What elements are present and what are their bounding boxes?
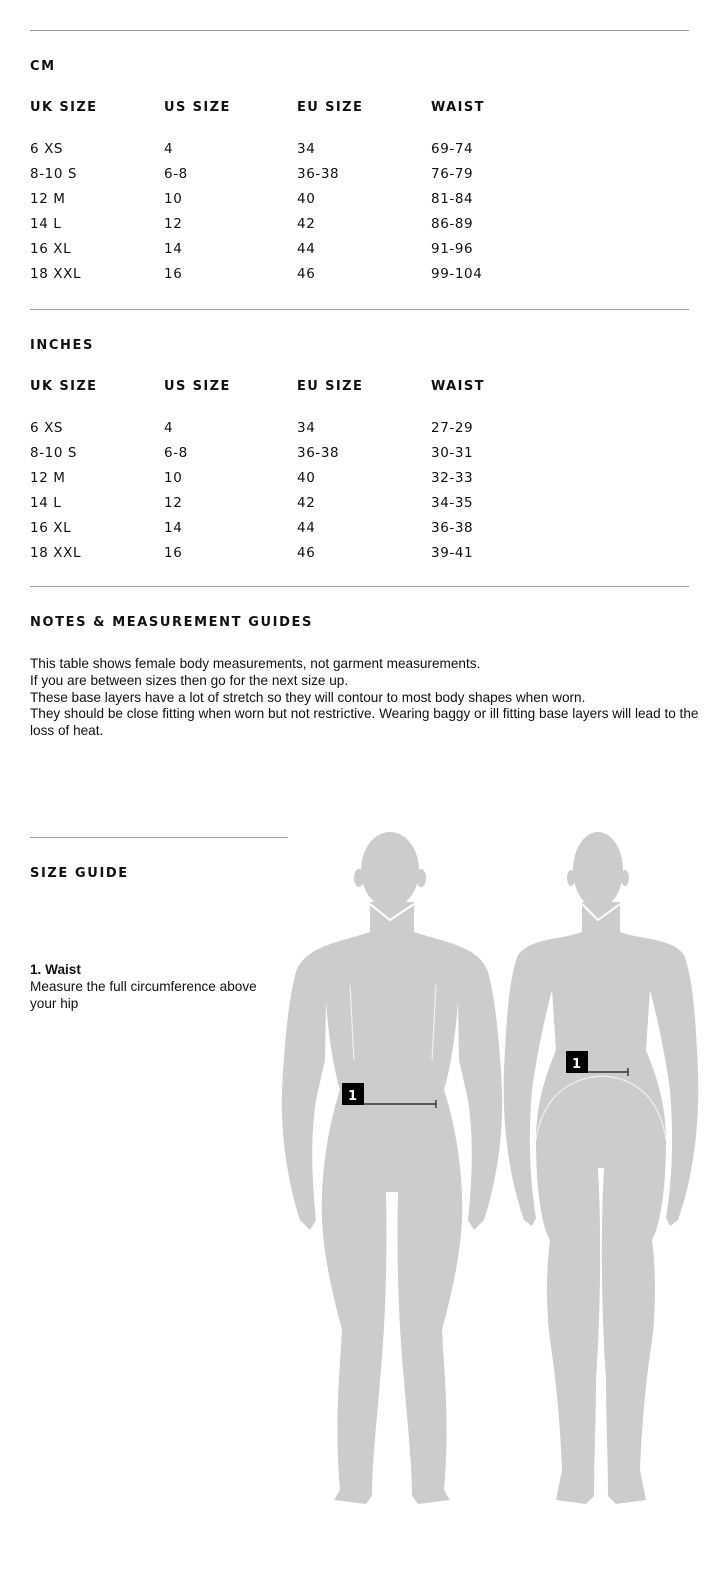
column-header-us-size: US SIZE xyxy=(164,379,231,394)
female-head xyxy=(573,832,623,908)
column-header-uk-size: UK SIZE xyxy=(30,379,98,394)
us-size-cell: 6-8 xyxy=(164,166,188,182)
column-header-us-size: US SIZE xyxy=(164,100,231,115)
column-header-waist: WAIST xyxy=(431,379,485,394)
eu-size-cell: 40 xyxy=(297,470,316,486)
table-row xyxy=(30,495,590,520)
divider-inches xyxy=(30,309,689,310)
divider-size-guide xyxy=(30,837,288,838)
uk-size-cell: 6 XS xyxy=(30,420,64,436)
waist-cell: 27-29 xyxy=(431,420,474,436)
waist-cell: 86-89 xyxy=(431,216,474,232)
female-figure xyxy=(504,832,699,1504)
table-row xyxy=(30,420,590,445)
column-header-eu-size: EU SIZE xyxy=(297,379,364,394)
us-size-cell: 4 xyxy=(164,141,174,157)
us-size-cell: 6-8 xyxy=(164,445,188,461)
size-guide-title: SIZE GUIDE xyxy=(30,866,129,881)
inches-section-title: INCHES xyxy=(30,338,94,353)
table-row xyxy=(30,520,590,545)
note-line: They should be close fitting when worn but not restrictive. Wearing baggy or ill fitting base layers will lead to the loss of heat. xyxy=(30,706,699,739)
uk-size-cell: 18 XXL xyxy=(30,545,82,561)
male-figure xyxy=(282,832,503,1504)
uk-size-cell: 18 XXL xyxy=(30,266,82,282)
inches-size-table xyxy=(30,379,590,570)
divider-notes xyxy=(30,586,689,587)
male-body xyxy=(282,902,503,1504)
notes-text xyxy=(30,656,700,740)
us-size-cell: 16 xyxy=(164,545,183,561)
table-row xyxy=(30,216,590,241)
eu-size-cell: 34 xyxy=(297,420,316,436)
uk-size-cell: 16 XL xyxy=(30,520,72,536)
waist-cell: 34-35 xyxy=(431,495,474,511)
cm-section-title: CM xyxy=(30,59,56,74)
uk-size-cell: 12 M xyxy=(30,470,66,486)
table-row xyxy=(30,166,590,191)
uk-size-cell: 8-10 S xyxy=(30,445,78,461)
eu-size-cell: 44 xyxy=(297,520,316,536)
waist-cell: 76-79 xyxy=(431,166,474,182)
eu-size-cell: 44 xyxy=(297,241,316,257)
us-size-cell: 4 xyxy=(164,420,174,436)
male-waist-badge-label: 1 xyxy=(348,1089,358,1104)
eu-size-cell: 36-38 xyxy=(297,166,340,182)
male-head xyxy=(361,832,419,908)
waist-cell: 81-84 xyxy=(431,191,474,207)
waist-guide-text: Measure the full circumference above your hip xyxy=(30,979,257,1011)
cm-size-table xyxy=(30,100,590,291)
table-row xyxy=(30,191,590,216)
column-header-eu-size: EU SIZE xyxy=(297,100,364,115)
table-row xyxy=(30,445,590,470)
divider-top xyxy=(30,30,689,31)
eu-size-cell: 42 xyxy=(297,495,316,511)
us-size-cell: 16 xyxy=(164,266,183,282)
waist-guide-title: 1. Waist xyxy=(30,962,81,977)
column-header-waist: WAIST xyxy=(431,100,485,115)
note-line: This table shows female body measurements, not garment measurements. xyxy=(30,656,481,671)
female-waist-badge-label: 1 xyxy=(572,1057,582,1072)
waist-cell: 69-74 xyxy=(431,141,474,157)
waist-cell: 99-104 xyxy=(431,266,483,282)
table-row xyxy=(30,141,590,166)
waist-cell: 36-38 xyxy=(431,520,474,536)
eu-size-cell: 46 xyxy=(297,266,316,282)
eu-size-cell: 36-38 xyxy=(297,445,340,461)
eu-size-cell: 42 xyxy=(297,216,316,232)
table-row xyxy=(30,545,590,570)
us-size-cell: 10 xyxy=(164,191,183,207)
note-line: If you are between sizes then go for the next size up. xyxy=(30,672,349,688)
notes-section-title: NOTES & MEASUREMENT GUIDES xyxy=(30,615,313,630)
female-body xyxy=(504,902,699,1504)
eu-size-cell: 46 xyxy=(297,545,316,561)
us-size-cell: 12 xyxy=(164,216,183,232)
waist-cell: 32-33 xyxy=(431,470,474,486)
uk-size-cell: 16 XL xyxy=(30,241,72,257)
us-size-cell: 12 xyxy=(164,495,183,511)
eu-size-cell: 34 xyxy=(297,141,316,157)
body-figures-illustration xyxy=(270,820,700,1520)
waist-cell: 91-96 xyxy=(431,241,474,257)
uk-size-cell: 14 L xyxy=(30,216,62,232)
us-size-cell: 10 xyxy=(164,470,183,486)
note-line: These base layers have a lot of stretch so they will contour to most body shapes when worn. xyxy=(30,689,586,705)
table-header-row xyxy=(30,100,590,141)
waist-guide xyxy=(30,961,270,1012)
uk-size-cell: 8-10 S xyxy=(30,166,78,182)
waist-cell: 30-31 xyxy=(431,445,474,461)
column-header-uk-size: UK SIZE xyxy=(30,100,98,115)
table-row xyxy=(30,470,590,495)
table-row xyxy=(30,266,590,291)
table-header-row xyxy=(30,379,590,420)
waist-cell: 39-41 xyxy=(431,545,474,561)
us-size-cell: 14 xyxy=(164,520,183,536)
uk-size-cell: 6 XS xyxy=(30,141,64,157)
us-size-cell: 14 xyxy=(164,241,183,257)
table-row xyxy=(30,241,590,266)
uk-size-cell: 14 L xyxy=(30,495,62,511)
uk-size-cell: 12 M xyxy=(30,191,66,207)
eu-size-cell: 40 xyxy=(297,191,316,207)
